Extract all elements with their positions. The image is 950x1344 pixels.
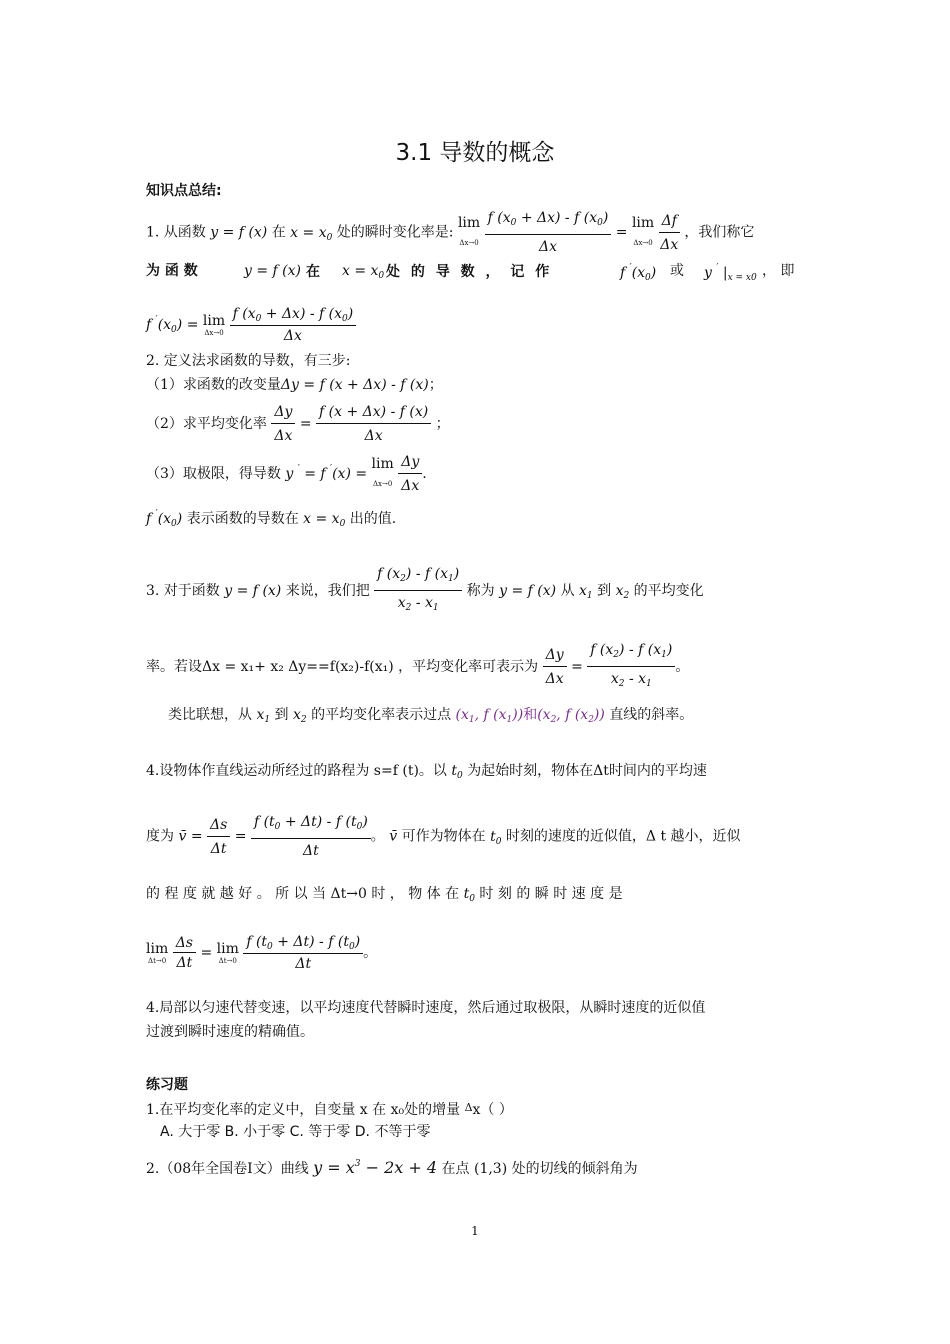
- text: （2）求平均变化率: [146, 416, 267, 432]
- fraction-secant-slope: $\frac{f (x_2) - f (x_1)}{x_2 - x_1}$: [587, 640, 675, 694]
- section-4-line-3: 的 程 度 就 越 好 。 所 以 当 Δt→0 时 ， 物 体 在 $t_0$ 时 刻 的 瞬 时 速 度 是: [146, 886, 623, 904]
- fraction-df-dx: $\frac{\Delta f}{\Delta x}$: [660, 212, 679, 253]
- section-3-analogy: 类比联想，从 $x_1$ 到 $x_2$ 的平均变化率表示过点 ($x_1$, f $(x_1)$)和($x_2$, f $(x_2)$) 直线的斜率。: [168, 707, 694, 725]
- text: 的平均变化: [633, 583, 704, 599]
- text: 的平均变化率表示过点: [311, 707, 452, 723]
- text: 2.（08年全国卷Ⅰ文）曲线: [146, 1161, 309, 1177]
- text: 率。若设Δx = x₁+ x₂ Δy==f(x₂)-f(x₁) ，平均变化率可表示为: [146, 659, 539, 675]
- text: 3. 对于函数: [146, 583, 220, 599]
- text: 表示函数的导数在: [186, 511, 299, 527]
- limit-symbol: lim Δx→0: [631, 214, 655, 247]
- text: 在点: [441, 1161, 470, 1177]
- text: 在: [271, 224, 286, 241]
- delta-symbol: Δ: [464, 1101, 473, 1114]
- section-1-line-2: [146, 261, 198, 281]
- question-1: [146, 1098, 513, 1120]
- fraction-dy-dx: $\frac{\Delta y}{\Delta x}$: [398, 452, 422, 496]
- text: ，我们称它: [684, 224, 755, 241]
- text: 从: [560, 583, 575, 599]
- text: 处的瞬时变化率是:: [336, 224, 454, 241]
- text: 的 程 度 就 越 好 。 所 以 当 Δt→0 时 ， 物 体 在: [146, 886, 460, 902]
- fraction-dy-dx: $\frac{\Delta y}{\Delta x}$: [271, 402, 295, 446]
- question-2: [146, 1154, 638, 1179]
- text: x（ ）: [472, 1102, 513, 1118]
- text: ， 即: [762, 263, 795, 279]
- section-4-line-1: 4.设物体作直线运动所经过的路程为 s=f (t)。以 $t_0$ 为起始时刻，物体在Δt时间内的平均速: [146, 763, 707, 781]
- text: 来说，我们把: [285, 583, 370, 599]
- section-2-note: f $'(x_0)$ 表示函数的导数在 $x = x_0$ 出的值.: [146, 509, 397, 529]
- section-5-line-1: 4.局部以匀速代替变速，以平均速度代替瞬时速度，然后通过取极限，从瞬时速度的近似值: [146, 1000, 706, 1016]
- text: 时刻的速度的近似值，Δ t 越小，近似: [505, 828, 741, 845]
- text: （3）取极限，得导数: [146, 466, 281, 482]
- section-3-line-2: 率。若设Δx = x₁+ x₂ Δy==f(x₂)-f(x₁) ，平均变化率可表示为 $\frac{\Delta y}{\Delta x}$ = $\frac{f (x_2) - f (x_1)}{x_2 - x_1}$ 。: [146, 640, 689, 694]
- formula-curve: $y = x^3 - 2x + 4$: [313, 1158, 438, 1177]
- formula-instantaneous-velocity: lim Δt→0 $\frac{\Delta s}{\Delta t}$ = lim Δt→0 $\frac{f (t_0 + \Delta t) - f (t_0)}{\Delta t}$ 。: [146, 934, 378, 972]
- text: 为 函 数: [146, 263, 198, 279]
- fraction-average-rate: $\frac{f (x + \Delta x) - f (x)}{\Delta x}$: [316, 402, 431, 446]
- section-2-step-1: [146, 375, 443, 395]
- text: .: [422, 466, 427, 482]
- text: 称为: [466, 583, 495, 599]
- text: 。: [370, 828, 385, 845]
- page-number: 1: [471, 1224, 479, 1238]
- section-4-line-2: 度为 v̄ = $\frac{\Delta s}{\Delta t}$ = $\frac{f (t_0 + \Delta t) - f (t_0)}{\Delta t}$ 。 v̄ 可作为物体在 $t_0$ 时刻的速度的近似值，Δ t 越小，近似: [146, 814, 741, 859]
- page-title: 3.1 导数的概念: [395, 140, 555, 166]
- section-1-line-1: 1. 从函数 y = f (x) 在 $x = x_0$ 处的瞬时变化率是: lim Δx→0 $\frac{f (x_0 + \Delta x) - f (x_0)}{\Delta x}$ = lim Δx→0 $\frac{\Delta f}{\Delta x}$ ，我们称它: [146, 210, 755, 255]
- text: 1.在平均变化率的定义中，自变量 x 在 x₀处的增量: [146, 1102, 461, 1118]
- exercises-heading: 练习题: [146, 1077, 188, 1093]
- text: 出的值.: [349, 511, 397, 527]
- text: 或: [670, 263, 684, 279]
- fraction-secant-slope: $\frac{f (x_2) - f (x_1)}{x_2 - x_1}$: [374, 564, 462, 618]
- text: 和: [523, 707, 538, 723]
- section-2-step-3: （3）取极限，得导数 y ′ = f ′(x) = lim Δx→0 $\frac{\Delta y}{\Delta x}$ .: [146, 454, 427, 494]
- formula-point-2: ($x_2$, f $(x_2)$): [537, 707, 605, 725]
- text: ；: [428, 377, 443, 393]
- fraction-average-velocity: $\frac{f (t_0 + \Delta t) - f (t_0)}{\Delta t}$: [251, 812, 371, 861]
- text: 。: [363, 945, 378, 961]
- formula-x-x0: $x = x_0$: [290, 224, 333, 243]
- section-2-step-2: （2）求平均变化率 $\frac{\Delta y}{\Delta x}$ = $\frac{f (x + \Delta x) - f (x)}{\Delta x}$ ；: [146, 404, 450, 444]
- text: 。: [675, 659, 690, 675]
- text: 4.设物体作直线运动所经过的路程为 s=f (t)。以: [146, 763, 447, 779]
- text: 直线的斜率。: [609, 707, 694, 723]
- formula-point: (1,3): [473, 1161, 508, 1177]
- text: ；: [435, 416, 450, 432]
- formula-x-x0: $x = x_0$: [342, 263, 385, 281]
- text: 到: [597, 583, 612, 599]
- limit-symbol: lim Δx→0: [371, 456, 394, 488]
- text: 可作为物体在: [401, 828, 486, 845]
- formula-f-prime-x0: f $'(x_0)$: [620, 263, 657, 283]
- question-1-options: A. 大于零 B. 小于零 C. 等于零 D. 不等于零: [160, 1124, 431, 1140]
- text: 处的切线的倾斜角为: [511, 1161, 638, 1177]
- formula-delta-y: Δy = f (x + Δx) - f (x): [280, 377, 429, 393]
- fraction-ds-dt: $\frac{\Delta s}{\Delta t}$: [207, 815, 230, 859]
- text: （1）求函数的改变量: [146, 377, 281, 393]
- text: 处 的 导 数 ， 记 作: [386, 264, 550, 280]
- formula-point-1: ($x_1$, f $(x_1)$): [455, 707, 524, 725]
- section-2-heading: 2. 定义法求函数的导数，有三步:: [146, 353, 351, 369]
- text: 在: [306, 264, 320, 280]
- text: 为起始时刻，物体在Δt时间内的平均速: [467, 763, 707, 779]
- text: 1. 从函数: [146, 224, 206, 241]
- text: 到: [274, 707, 289, 723]
- text: 度为: [146, 828, 174, 845]
- text: 类比联想，从: [168, 707, 252, 723]
- section-5-line-2: 过渡到瞬时速度的精确值。: [146, 1024, 314, 1040]
- fraction-dy-dx: $\frac{\Delta y}{\Delta x}$: [543, 645, 567, 689]
- formula-y-fx: y = f (x): [244, 263, 301, 279]
- formula-y-fx: y = f (x): [210, 224, 268, 241]
- formula-derivative-definition: f $'(x_0)$ = lim Δx→0 $\frac{f (x_0 + \Delta x) - f (x_0)}{\Delta x}$: [146, 306, 356, 344]
- limit-symbol: lim Δx→0: [457, 214, 481, 247]
- fraction-difference-quotient: $\frac{f (x_0 + \Delta x) - f (x_0)}{\Delta x}$: [485, 208, 612, 257]
- formula-y-prime-at-x0: y ′ $|_{x = x0}$: [704, 263, 757, 283]
- text: 时 刻 的 瞬 时 速 度 是: [479, 886, 623, 902]
- section-3-line-1: 3. 对于函数 y = f (x) 来说，我们把 $\frac{f (x_2) - f (x_1)}{x_2 - x_1}$ 称为 y = f (x) 从 $x_1$ 到 $x_2$ 的平均变化: [146, 564, 704, 618]
- summary-heading: 知识点总结:: [146, 183, 222, 199]
